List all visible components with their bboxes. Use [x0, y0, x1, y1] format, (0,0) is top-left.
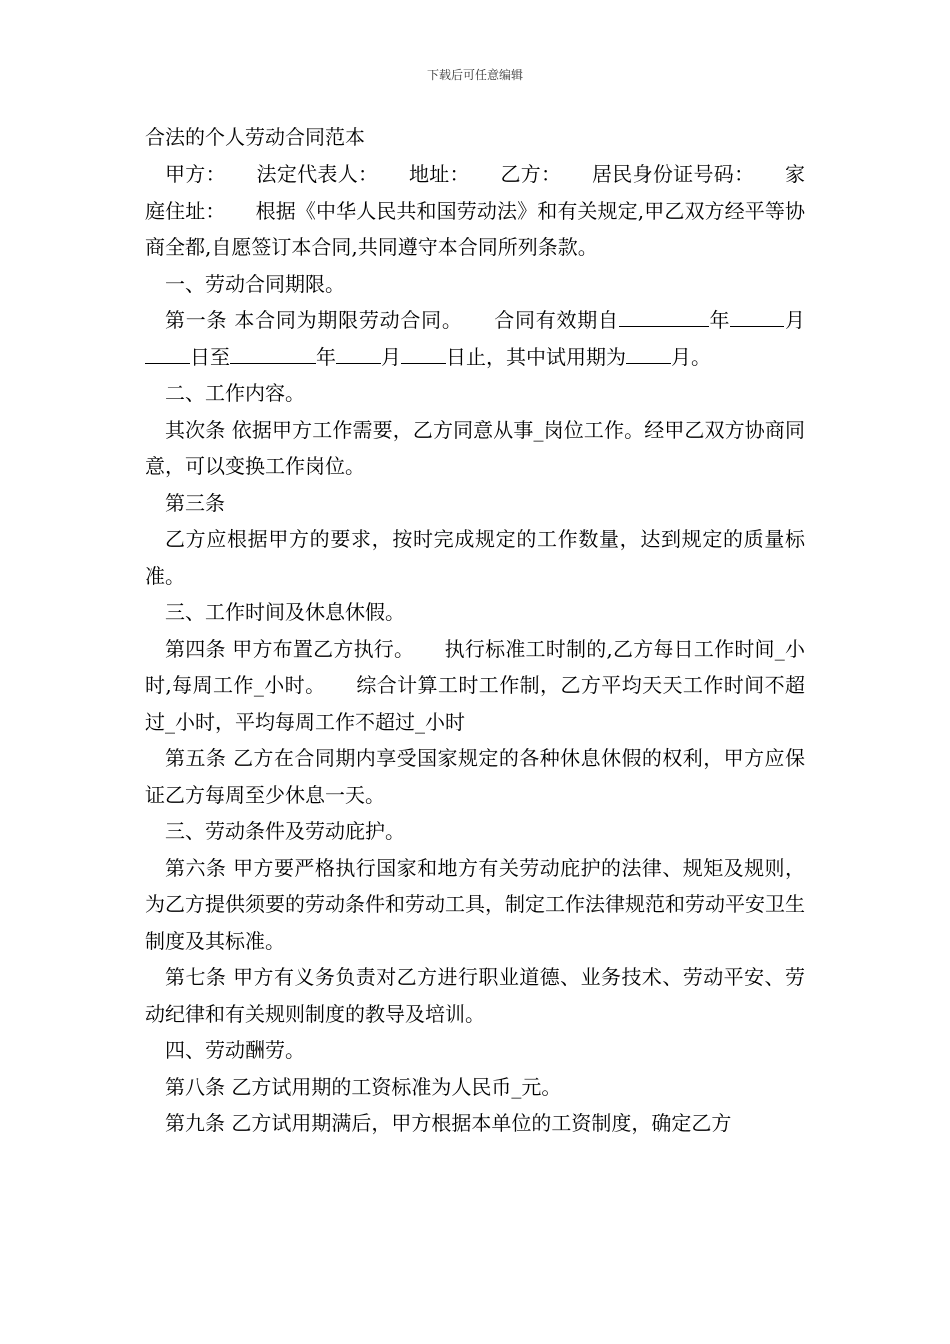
blank-month-start	[730, 306, 784, 327]
article-7: 第七条 甲方有义务负责对乙方进行职业道德、业务技术、劳动平安、劳动纪律和有关规则制度的教导及培训。	[145, 965, 805, 1026]
article-1-text: 日止，其中试用期为	[446, 344, 626, 369]
intro-paragraph: 甲方： 法定代表人： 地址： 乙方： 居民身份证号码： 家庭住址： 根据《中华人民共和国劳动法》和有关规定,甲乙双方经平等协商全都,自愿签订本合同,共同遵守本合同所列条款。	[145, 162, 805, 259]
document-body	[145, 119, 805, 1142]
blank-month-end	[336, 343, 381, 364]
blank-probation-months	[626, 343, 671, 364]
article-4: 第四条 甲方布置乙方执行。 执行标准工时制的,乙方每日工作时间_小时,每周工作_小时。 综合计算工时工作制，乙方平均天天工作时间不超过_小时，平均每周工作不超过_小时	[145, 636, 805, 734]
section-heading-working-hours: 三、工作时间及休息休假。	[165, 600, 405, 624]
article-2: 其次条 依据甲方工作需要，乙方同意从事_岗位工作。经甲乙双方协商同意，可以变换工作岗位。	[145, 417, 805, 478]
blank-year-end	[230, 343, 316, 364]
article-1-text: 年	[316, 344, 336, 369]
article-1-text: 月	[381, 344, 401, 369]
blank-day-end	[401, 343, 446, 364]
section-heading-remuneration: 四、劳动酬劳。	[165, 1038, 305, 1062]
article-1-text: 月。	[671, 344, 711, 369]
article-3-body: 乙方应根据甲方的要求，按时完成规定的工作数量，达到规定的质量标准。	[145, 527, 805, 588]
section-heading-term: 一、劳动合同期限。	[165, 271, 345, 296]
document-title: 合法的个人劳动合同范本	[145, 125, 365, 149]
article-1-text: 日至	[190, 344, 230, 369]
article-9: 第九条 乙方试用期满后，甲方根据本单位的工资制度，确定乙方	[165, 1111, 732, 1135]
article-3-title: 第三条	[165, 490, 225, 515]
blank-year-start	[619, 306, 709, 327]
article-1-text: 第一条 本合同为期限劳动合同。 合同有效期自	[165, 308, 619, 332]
article-6: 第六条 甲方要严格执行国家和地方有关劳动庇护的法律、规矩及规则，为乙方提供须要的劳动条件和劳动工具，制定工作法律规范和劳动平安卫生制度及其标准。	[145, 855, 805, 953]
article-1	[145, 302, 805, 375]
header-note: 下载后可任意编辑	[426, 68, 523, 82]
article-1-text: 月	[784, 308, 806, 332]
section-heading-work-content: 二、工作内容。	[165, 381, 305, 405]
article-8: 第八条 乙方试用期的工资标准为人民币_元。	[165, 1074, 562, 1099]
article-5: 第五条 乙方在合同期内享受国家规定的各种休息休假的权利，甲方应保证乙方每周至少休息一天。	[145, 746, 805, 807]
blank-day-start	[145, 343, 190, 364]
article-1-text: 年	[708, 308, 731, 332]
section-heading-labor-conditions: 三、劳动条件及劳动庇护。	[165, 819, 405, 843]
